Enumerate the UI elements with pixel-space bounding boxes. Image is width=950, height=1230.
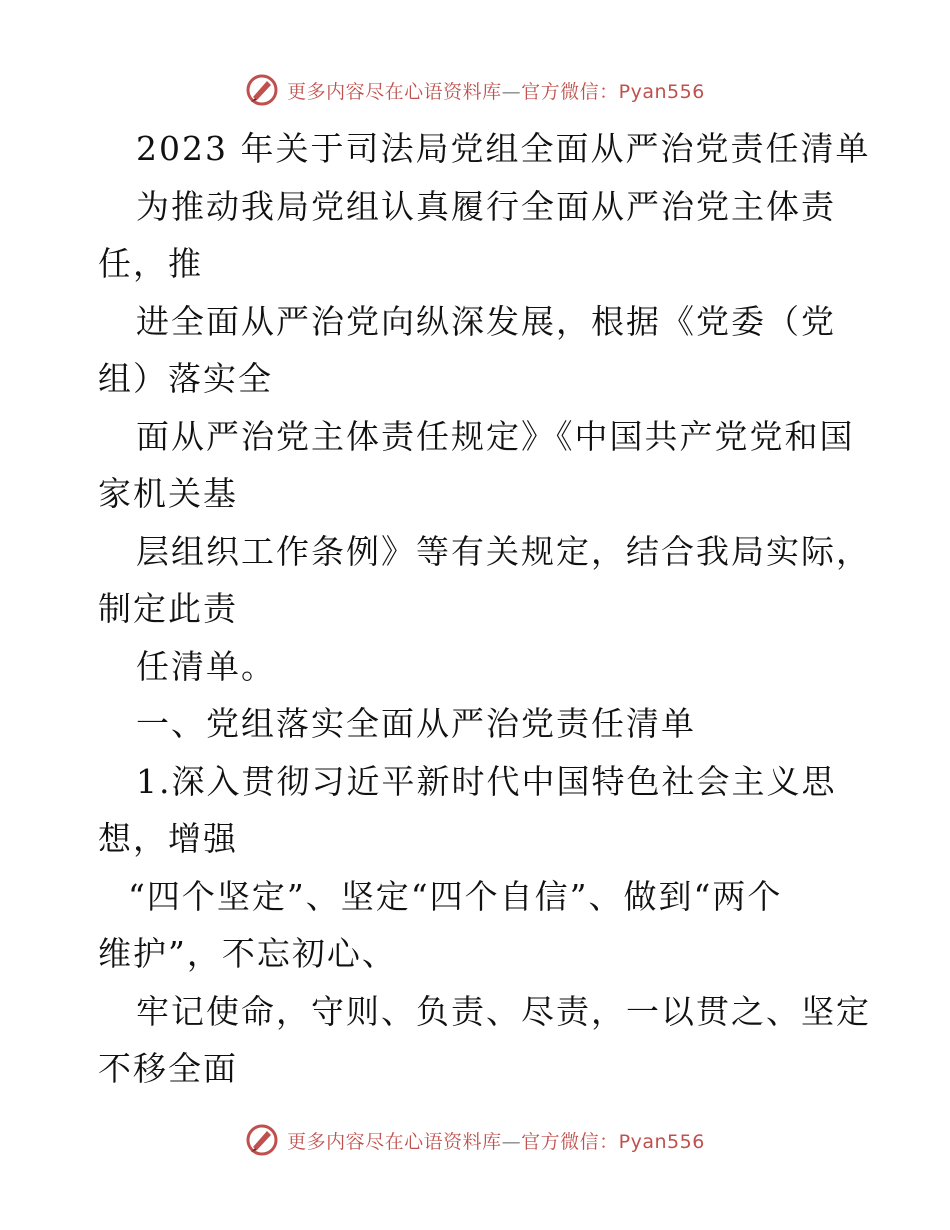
- banner-separator: —: [501, 1130, 522, 1153]
- banner-contact-text: 官方微信：Pyan556: [521, 80, 705, 103]
- document-body: [98, 120, 871, 1098]
- banner-text: [287, 77, 705, 104]
- pen-in-circle-logo-icon: [245, 73, 279, 107]
- body-line: 制定此责: [98, 589, 238, 628]
- banner-contact-text: 官方微信：Pyan556: [521, 1130, 705, 1153]
- footer-banner: [0, 1120, 950, 1160]
- body-line: 面从严治党主体责任规定》《中国共产党党和国: [136, 416, 855, 456]
- document-title: 2023 年关于司法局党组全面从严治党责任清单: [136, 129, 871, 168]
- body-line: 牢记使命，守则、负责、尽责，一以贯之、坚定: [136, 991, 871, 1031]
- body-line: “四个坚定”、坚定“四个自信”、做到“两个: [128, 876, 783, 916]
- header-banner: [0, 70, 950, 110]
- body-line: 为推动我局党组认真履行全面从严治党主体责: [136, 186, 836, 226]
- banner-main-text: 更多内容尽在心语资料库: [287, 80, 502, 103]
- banner-main-text: 更多内容尽在心语资料库: [287, 1130, 502, 1153]
- body-line: 维护”，不忘初心、: [98, 934, 397, 973]
- body-line: 家机关基: [98, 474, 238, 513]
- body-line: 组）落实全: [98, 359, 273, 398]
- body-line: 1.深入贯彻习近平新时代中国特色社会主义思: [136, 761, 837, 801]
- body-line: 层组织工作条例》等有关规定，结合我局实际，: [136, 531, 871, 571]
- body-line: 任清单。: [136, 646, 276, 686]
- body-line: 进全面从严治党向纵深发展，根据《党委（党: [136, 301, 836, 341]
- section-heading: 一、党组落实全面从严治党责任清单: [136, 704, 696, 743]
- body-line: 不移全面: [98, 1049, 238, 1088]
- banner-separator: —: [501, 80, 522, 103]
- pen-in-circle-logo-icon: [245, 1123, 279, 1157]
- banner-text: [287, 1127, 705, 1154]
- body-line: 想，增强: [98, 819, 238, 858]
- body-line: 任，推: [98, 244, 203, 283]
